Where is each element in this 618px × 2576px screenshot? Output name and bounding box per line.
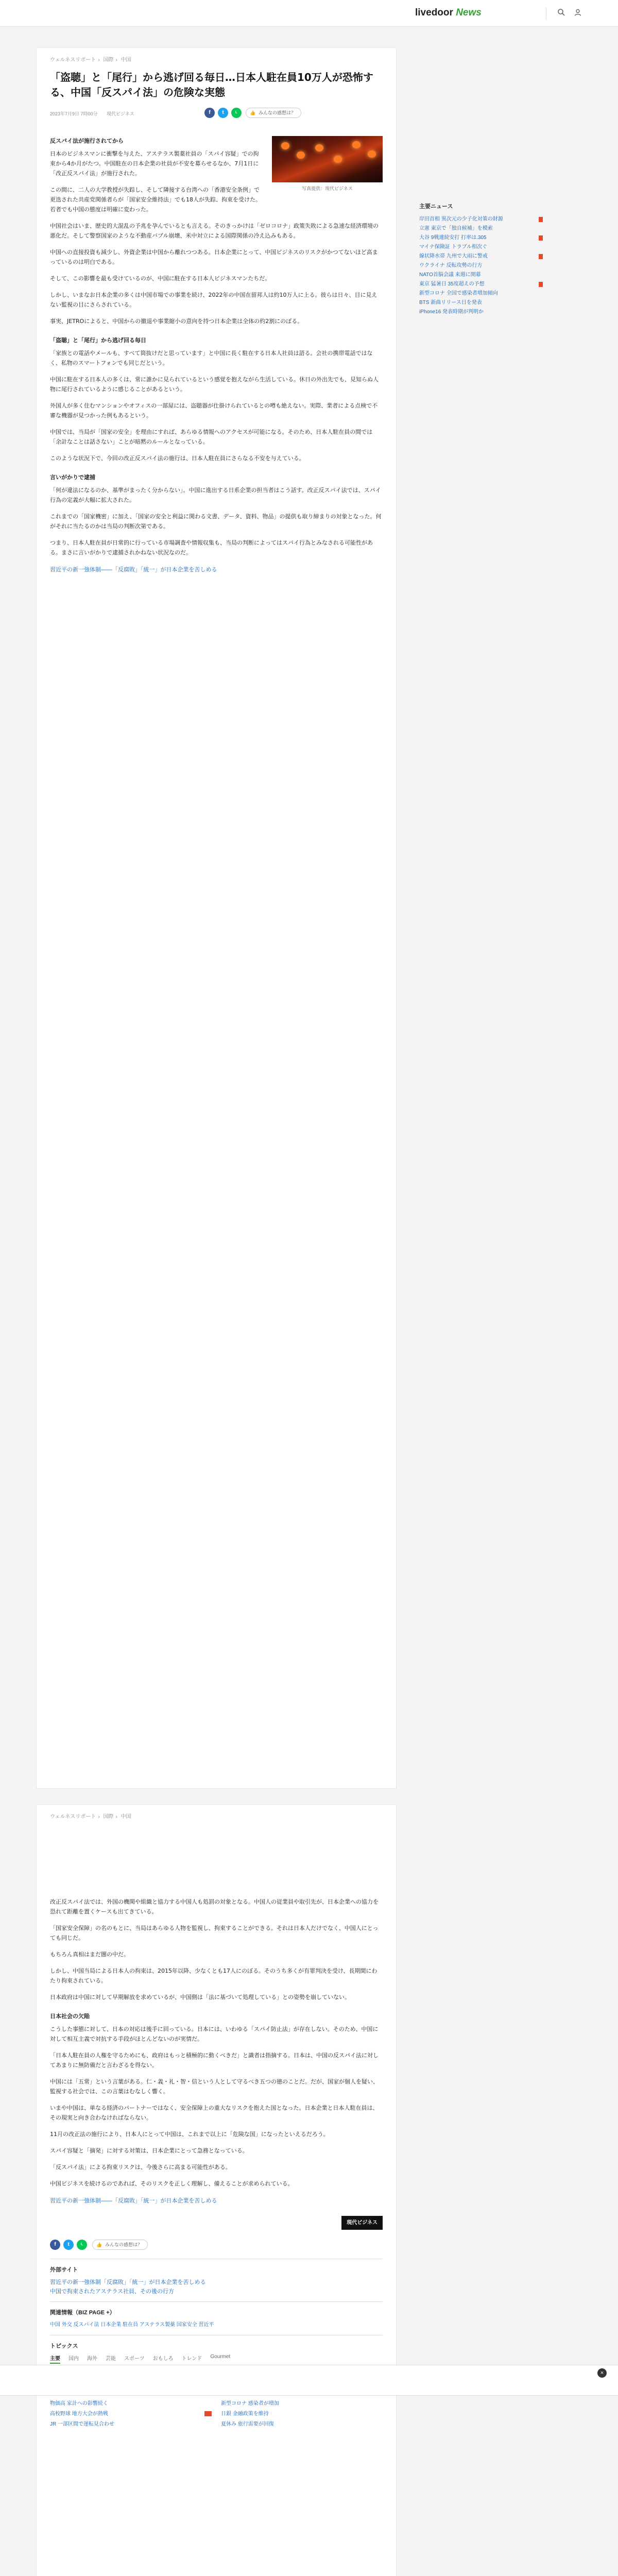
tab-entertainment[interactable]: 芸能	[106, 2356, 116, 2362]
lantern-shape	[368, 150, 376, 158]
breadcrumb-sep: ›	[115, 57, 117, 63]
sidebar-news-text: 線状降水帯 九州で大雨に警戒	[419, 253, 488, 259]
topic-text: 新型コロナ 感染者が増加	[221, 2401, 279, 2406]
lantern-shape	[352, 141, 360, 148]
line-icon[interactable]: L	[77, 2240, 87, 2250]
external-links-section	[50, 2259, 383, 2296]
sidebar-main-news	[419, 202, 543, 317]
paragraph: 11月の改正法の施行により、日本人にとって中国は、これまで以上に「危険な国」になったといえるだろう。	[50, 2131, 329, 2138]
breadcrumb	[37, 48, 396, 63]
line-icon[interactable]: L	[231, 108, 242, 118]
external-link[interactable]: 習近平の新一強体制「反腐敗」「統一」が日本企業を苦しめる	[50, 2279, 206, 2285]
related-article-link[interactable]: 習近平の新一強体制――「反腐敗」「統一」が日本企業を苦しめる	[50, 566, 217, 573]
more-row	[50, 2213, 383, 2230]
topic-item[interactable]	[221, 2410, 383, 2418]
sidebar-news-item[interactable]	[419, 271, 543, 279]
paragraph: 「家族との電話やメールも、すべて筒抜けだと思っています」と中国に長く駐在する日本人社員は語る。会社の携帯電話ではなく、私物のスマートフォンでも同じだという。	[50, 350, 373, 366]
logo-accent-text: News	[456, 7, 482, 18]
topic-tabs	[50, 2354, 383, 2364]
paragraph: つまり、日本人駐在員が日常的に行っている市場調査や情報収集も、当局の判断によってはスパイ行為とみなされる可能性がある。まさに言いがかりで逮捕されかねない状況なのだ。	[50, 539, 373, 556]
sidebar-news-text: BTS 新曲リリース日を発表	[419, 300, 482, 306]
search-icon[interactable]	[556, 8, 566, 19]
paragraph: 中国には「五常」という言葉がある。仁・義・礼・智・信という人として守るべき五つの徳のことだ。だが、国家が個人を疑い、監視する社会では、この言葉はむなしく響く。	[50, 2078, 379, 2095]
topic-text: 高校野球 地方大会が熱戦	[50, 2411, 108, 2417]
breadcrumb-item[interactable]: 国際	[103, 57, 114, 63]
article-card-continued	[36, 1804, 397, 2576]
breadcrumb-item[interactable]: 国際	[103, 1814, 114, 1820]
related-article-link[interactable]: 習近平の新一強体制――「反腐敗」「統一」が日本企業を苦しめる	[50, 2197, 217, 2204]
sidebar-news-text: iPhone16 発表時期が判明か	[419, 309, 484, 315]
sidebar-news-text: 大谷 9戦連続安打 打率は.305	[419, 235, 487, 241]
article-body	[37, 136, 396, 574]
topic-text: JR 一部区間で運転見合わせ	[50, 2421, 114, 2427]
thumbs-up-icon: 👍	[96, 2242, 102, 2247]
photo-image	[272, 136, 383, 182]
sidebar-news-item[interactable]	[419, 299, 543, 307]
paragraph: スパイ容疑と「摘発」に対する対策は、日本企業にとって急務となっている。	[50, 2147, 248, 2154]
twitter-icon[interactable]: t	[63, 2240, 74, 2250]
paragraph: この間に、二人の大学教授が失踪し、そして隣接する台湾への「香港安全条例」で更迭された共産党関係者らが「国家安全維持法」でも18人が失踪、拘束を受けた。若者でも中国の態度は明確に変わった。	[50, 187, 261, 213]
breadcrumb-sep: ›	[98, 1814, 100, 1820]
paragraph: これまでの「国家機密」に加え、「国家の安全と利益に関わる文書、データ、資料、物品」の提供も取り締まりの対象となった。何がそれに当たるのかは当局の判断次第である。	[50, 513, 382, 530]
keywords-section	[50, 2301, 383, 2330]
paragraph: 中国ビジネスを続けるのであれば、そのリスクを正しく理解し、備えることが求められている。	[50, 2180, 294, 2187]
sidebar-news-item[interactable]	[419, 280, 543, 289]
like-label: みんなの感想は？	[105, 2242, 143, 2247]
tab-funny[interactable]: おもしろ	[152, 2356, 174, 2362]
topic-item[interactable]	[50, 2420, 212, 2429]
topic-item[interactable]	[221, 2400, 383, 2408]
sidebar-title: 主要ニュース	[419, 204, 453, 210]
article-body-continued	[37, 1897, 396, 2230]
share-row-bottom	[50, 2238, 383, 2253]
sidebar-news-item[interactable]	[419, 215, 543, 224]
topic-item[interactable]	[221, 2420, 383, 2429]
paragraph: 日本政府は中国に対して早期解放を求めているが、中国側は「法に基づいて処理している」との姿勢を崩していない。	[50, 1994, 350, 2001]
paragraph: 中国社会はいま、歴史的大混乱の予兆を孕んでいるとも言える。そのきっかけは「ゼロコロナ」政策失敗による急速な経済環境の悪化だ。そして警察国家のような不動産バブル崩壊、米中対立による国際関係の冷え込みもある。	[50, 223, 379, 239]
paragraph: 「何が違法になるのか、基準がまったく分からない」。中国に進出する日系企業の担当者はこう話す。改正反スパイ法では、スパイ行為の定義が大幅に拡大された。	[50, 487, 381, 503]
sidebar-news-text: 東京 猛暑日 35度超えの予想	[419, 281, 485, 287]
new-badge	[539, 254, 543, 259]
paragraph: いまや中国は、単なる経済のパートナーではなく、安全保障上の重大なリスクを抱えた国となった。日本企業と日本人駐在員は、その現実と向き合わなければならない。	[50, 2105, 379, 2121]
new-badge	[539, 282, 543, 287]
new-badge	[539, 235, 543, 241]
paragraph: しかし、いまなお日本企業の多くは中国市場での事業を続け、2022年の中国在留邦人は約10万人に上る。彼らは日々、目に見えない監視の目にさらされている。	[50, 292, 377, 308]
lantern-shape	[315, 144, 323, 151]
topic-text: 日銀 金融政策を維持	[221, 2411, 269, 2417]
breadcrumb-item[interactable]: ウェルネスリポート	[50, 1814, 96, 1820]
facebook-icon[interactable]: f	[50, 2240, 60, 2250]
tab-trend[interactable]: トレンド	[181, 2356, 202, 2362]
topic-text: 物価高 家計への影響続く	[50, 2401, 108, 2406]
paragraph: 「国家安全保障」の名のもとに、当局はあらゆる人物を監視し、拘束することができる。それは日本人だけでなく、中国人にとっても同じだ。	[50, 1925, 379, 1941]
breadcrumb-item[interactable]: 中国	[121, 57, 131, 63]
paragraph: このような状況下で、今回の改正反スパイ法の施行は、日本人駐在員にさらなる不安を与えている。	[50, 455, 305, 462]
paragraph: 中国への直接投資も減少し、外資企業は中国から離れつつある。日本企業にとって、中国ビジネスのリスクがかつてないほど高まっているのは明白である。	[50, 249, 378, 265]
paragraph: 中国では、当局が「国家の安全」を理由にすれば、あらゆる情報へのアクセスが可能になる。そのため、日本人駐在員の間では「余計なことは話さない」ことが暗黙のルールとなっている。	[50, 429, 373, 445]
breadcrumb-item[interactable]: 中国	[121, 1814, 131, 1820]
lantern-shape	[334, 156, 342, 163]
article-card-main	[36, 47, 397, 1789]
lantern-shape	[297, 151, 305, 159]
sidebar-news-text: 岸田首相 異次元の少子化対策の財源	[419, 216, 503, 222]
like-button[interactable]	[246, 108, 301, 118]
paragraph: そして、この影響を最も受けているのが、中国に駐在する日本人ビジネスマンたちだ。	[50, 275, 271, 282]
breadcrumb-item[interactable]: ウェルネスリポート	[50, 57, 96, 63]
sidebar-news-item[interactable]	[419, 290, 543, 298]
section-heading: 日本社会の欠陥	[50, 2013, 90, 2020]
paragraph: 事実、JETROによると、中国からの撤退や事業縮小の意向を持つ日本企業は全体の約2割にのぼる。	[50, 318, 303, 325]
paragraph: こうした事態に対して、日本の対応は後手に回っている。日本には、いわゆる「スパイ防止法」が存在しない。そのため、中国に対して相互主義で対抗する手段がほとんどないのが実情だ。	[50, 2026, 379, 2042]
section-heading: 「盗聴」と「尾行」から逃げ回る毎日	[50, 337, 146, 344]
sidebar-news-text: 新型コロナ 全国で感染者増加傾向	[419, 291, 498, 296]
sidebar-news-item[interactable]	[419, 243, 543, 251]
external-link[interactable]: 中国で拘束されたアステラス社員、その後の行方	[50, 2289, 175, 2295]
paragraph: 中国に駐在する日本人の多くは、常に誰かに見られているという感覚を抱えながら生活している。休日の外出先でも、見知らぬ人物に尾行されているように感じることがあるという。	[50, 376, 379, 393]
keyword-links[interactable]: 中国 外交 反スパイ法 日本企業 駐在員 アステラス製薬 国家安全 習近平	[50, 2322, 214, 2328]
like-button[interactable]	[92, 2240, 148, 2250]
paragraph: 日本のビジネスマンに衝撃を与えた、アステラス製薬社員の「スパイ容疑」での拘束から4か月がたつ。中国駐在の日本企業の社員が不安を募らせるなか、7月1日に「改正反スパイ法」が施行された。	[50, 150, 259, 177]
tab-gourmet[interactable]: Gourmet	[210, 2354, 231, 2360]
article-source[interactable]: 現代ビジネス	[107, 111, 134, 116]
topic-item[interactable]	[50, 2400, 212, 2408]
lantern-shape	[281, 142, 289, 149]
like-label: みんなの感想は？	[259, 110, 296, 115]
sidebar-news-item[interactable]	[419, 234, 543, 242]
tab-domestic[interactable]: 国内	[68, 2356, 79, 2362]
sidebar-news-item[interactable]	[419, 252, 543, 261]
photo-caption: 写真提供：現代ビジネス	[302, 187, 353, 192]
paragraph: 「反スパイ法」による拘束リスクは、今後さらに高まる可能性がある。	[50, 2164, 231, 2171]
paragraph: 「日本人駐在員の人権を守るためにも、政府はもっと積極的に動くべきだ」と識者は指摘する。日本は、中国の反スパイ法に対してあまりに無防備だと言わざるを得ない。	[50, 2052, 379, 2069]
ad-overlay-bar	[0, 2365, 618, 2396]
article-photo[interactable]	[272, 136, 383, 194]
user-icon[interactable]	[573, 8, 583, 19]
breadcrumb	[37, 1805, 396, 1820]
new-badge	[539, 217, 543, 222]
article-title: 「盗聴」と「尾行」から逃げ回る毎日…日本人駐在員10万人が恐怖する、中国「反スパイ法」の危険な実態	[50, 71, 373, 98]
tab-sports[interactable]: スポーツ	[124, 2356, 145, 2362]
twitter-icon[interactable]: t	[218, 108, 228, 118]
sidebar-news-text: 立憲 東京で「独自候補」を模索	[419, 226, 493, 231]
new-badge	[204, 2411, 212, 2416]
breadcrumb-sep: ›	[115, 1814, 117, 1820]
paragraph: もちろん真相はまだ闇の中だ。	[50, 1951, 129, 1958]
site-logo[interactable]	[415, 7, 482, 19]
keywords-title: 関連情報（BIZ PAGE +）	[50, 2310, 115, 2316]
breadcrumb-sep: ›	[98, 57, 100, 63]
sidebar-news-item[interactable]	[419, 308, 543, 316]
sidebar-news-item[interactable]	[419, 262, 543, 270]
topic-item[interactable]	[50, 2410, 212, 2418]
facebook-icon[interactable]: f	[204, 108, 215, 118]
tab-overseas[interactable]: 海外	[87, 2356, 97, 2362]
topics-title: トピックス	[50, 2343, 78, 2349]
sidebar-news-text: ウクライナ 反転攻勢の行方	[419, 263, 483, 268]
source-more-button[interactable]: 現代ビジネス	[341, 2216, 383, 2230]
section-heading: 反スパイ法が施行されてから	[50, 138, 124, 144]
site-header	[0, 0, 618, 27]
paragraph: 改正反スパイ法では、外国の機関や組織と協力する中国人も処罰の対象となる。中国人の従業員や取引先が、日本企業への協力を恐れて距離を置くケースも出てきている。	[50, 1899, 379, 1915]
paragraph: 外国人が多く住むマンションやオフィスの一部屋には、盗聴器が仕掛けられているとの噂も絶えない。実際、業者による点検で不審な機器が見つかった例もあるという。	[50, 402, 378, 419]
close-icon[interactable]: ×	[597, 2368, 607, 2378]
paragraph: しかし、中国当局による日本人の拘束は、2015年以降、少なくとも17人にのぼる。そのうち多くが有罪判決を受け、長期間にわたり拘束されている。	[50, 1968, 377, 1984]
logo-main-text: livedoor	[415, 7, 456, 18]
article-date: 2023年7月9日 7時00分	[50, 111, 98, 116]
article-meta	[50, 106, 383, 122]
sidebar-news-text: NATO首脳会議 来週に開幕	[419, 272, 481, 278]
sidebar-news-item[interactable]	[419, 225, 543, 233]
topic-text: 夏休み 旅行需要が回復	[221, 2421, 274, 2427]
section-heading: 言いがかりで逮捕	[50, 474, 95, 481]
external-links-title: 外部サイト	[50, 2267, 78, 2273]
thumbs-up-icon: 👍	[250, 110, 256, 115]
sidebar-news-text: マイナ保険証 トラブル相次ぐ	[419, 244, 488, 250]
tab-main[interactable]: 主要	[50, 2354, 60, 2364]
